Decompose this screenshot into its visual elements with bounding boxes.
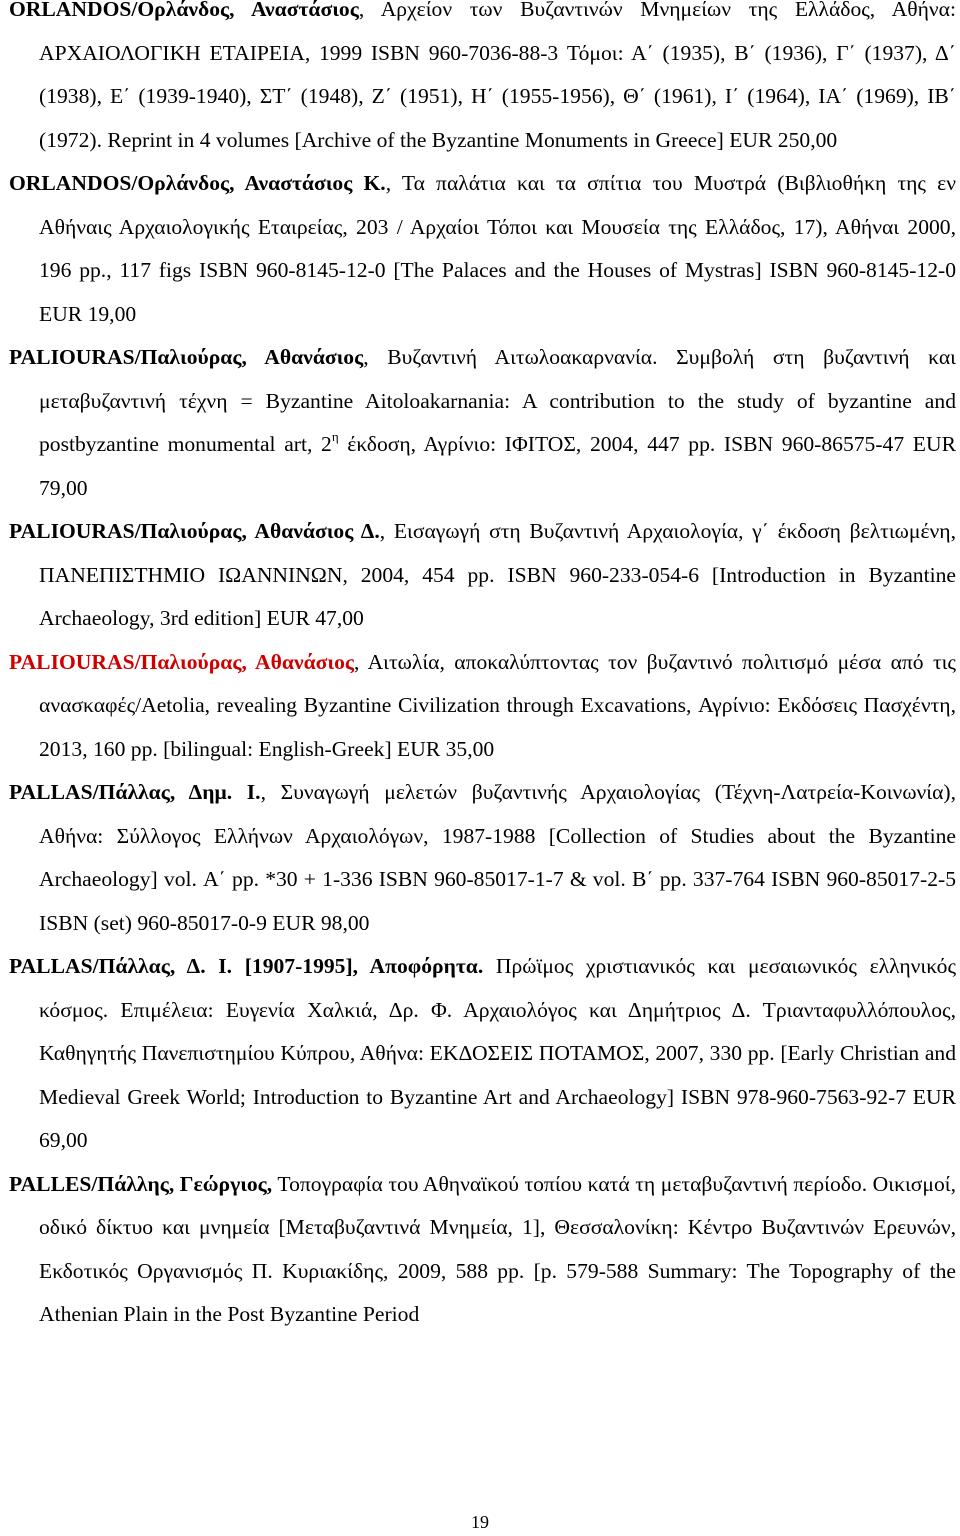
entry-text: , Τα παλάτια και τα σπίτια του Μυστρά (Βιβλιοθήκη της εν Αθήναις Αρχαιολογικής Εταιρείας, 203 / Αρχαίοι Τόποι και Μουσεία της Ελλάδος, 17), Αθήναι 2000, 196 pp., 117 figs ISBN 960-8145-12-0 [The Palaces and the Houses of Mystras] ISBN 960-8145-12-0 EUR 19,00 [39,171,956,326]
entry-text: Πρώϊμος χριστιανικός και μεσαιωνικός ελληνικός κόσμος. Επιμέλεια: Ευγενία Χαλκιά, Δρ. Φ. Αρχαιολόγος και Δημήτριος Δ. Τριανταφυλλόπουλος, Καθηγητής Πανεπιστημίου Κύπρου, Αθήνα: ΕΚΔΟΣΕΙΣ ΠΟΤΑΜΟΣ, 2007, 330 pp. [Early Christian and Medieval Greek World; Introduction to Byzantine Art and Archaeology] ISBN 978-960-7563-92-7 EUR 69,00 [39,954,957,1152]
entry-text: , Συναγωγή μελετών βυζαντινής Αρχαιολογίας (Τέχνη-Λατρεία-Κοινωνία), Αθήνα: Σύλλογος Ελλήνων Αρχαιολόγων, 1987-1988 [Collection of Studies about the Byzantine Archaeology] vol. Α΄ pp. *30 + 1-336 ISBN 960-85017-1-7 & vol. Β΄ pp. 337-764 ISBN 960-85017-2-5 ISBN (set) 960-85017-0-9 EUR 98,00 [39,780,957,935]
entry-text: έκδοση, Αγρίνιο: ΙΦΙΤΟΣ, 2004, 447 pp. ISBN 960-86575-47 EUR 79,00 [39,432,956,500]
bibliography-entry [4,1163,956,1337]
author-name: ORLANDOS/Ορλάνδος, Αναστάσιος [9,0,359,21]
entry-text: Τοπογραφία του Αθηναϊκού τοπίου κατά τη μεταβυζαντινή περίοδο. Οικισμοί, οδικό δίκτυο και μνημεία [Μεταβυζαντινά Μνημεία, 1], Θεσσαλονίκη: Κέντρο Βυζαντινών Ερευνών, Εκδοτικός Οργανισμός Π. Κυριακίδης, 2009, 588 pp. [p. 579-588 Summary: The Topography of the Athenian Plain in the Post Byzantine Period [39,1171,956,1326]
bibliography-entry [4,771,956,945]
author-name: PALIOURAS/Παλιούρας, Αθανάσιος [9,345,364,369]
entry-text: , Βυζαντινή Αιτωλοακαρνανία. Συμβολή στη βυζαντινή και μεταβυζαντινή τέχνη = Byzantine Aitoloakarnania: A contribution to the study of byzantine and postbyzantine monumental art, 2 [39,345,956,456]
entry-text: , Αρχείον των Βυζαντινών Μνημείων της Ελλάδος, Αθήνα: ΑΡΧΑΙΟΛΟΓΙΚΗ ΕΤΑΙΡΕΙΑ, 1999 ISBN 960-7036-88-3 Τόμοι: Α΄ (1935), Β΄ (1936), Γ΄ (1937), Δ΄ (1938), Ε΄ (1939-1940), ΣΤ΄ (1948), Ζ΄ (1951), Η΄ (1955-1956), Θ΄ (1961), Ι΄ (1964), ΙΑ΄ (1969), ΙΒ΄ (1972). Reprint in 4 volumes [Archive of the Byzantine Monuments in Greece] EUR 250,00 [39,0,956,152]
bibliography-entry [4,336,956,510]
bibliography-entry [4,162,956,336]
author-name: PALLAS/Πάλλας, Δημ. Ι. [9,780,261,804]
bibliography-entry [4,641,956,772]
author-name: PALLAS/Πάλλας, Δ. Ι. [1907-1995], Αποφόρητα. [9,954,484,978]
entry-text: , Αιτωλία, αποκαλύπτοντας τον βυζαντινό πολιτισμό μέσα από τις ανασκαφές/Aetolia, revealing Byzantine Civilization through Excavations, Αγρίνιο: Εκδόσεις Πασχέντη, 2013, 160 pp. [bilingual: English-Greek] EUR 35,00 [39,649,956,761]
author-name: ORLANDOS/Ορλάνδος, Αναστάσιος Κ. [9,171,386,195]
author-name: PALLES/Πάλλης, Γεώργιος, [9,1171,273,1196]
bibliography-entry [4,945,956,1163]
author-name: PALIOURAS/Παλιούρας, Αθανάσιος [9,649,354,674]
bibliography-entry [4,510,956,641]
superscript: η [331,429,339,444]
bibliography-entry [4,0,956,162]
page-number: 19 [471,1512,489,1532]
author-name: PALIOURAS/Παλιούρας, Αθανάσιος Δ. [9,519,380,543]
entry-text: , Εισαγωγή στη Βυζαντινή Αρχαιολογία, γ΄ έκδοση βελτιωμένη, ΠΑΝΕΠΙΣΤΗΜΙΟ ΙΩΑΝΝΙΝΩΝ, 2004, 454 pp. ISBN 960-233-054-6 [Introduction in Byzantine Archaeology, 3rd edition] EUR 47,00 [39,519,956,630]
